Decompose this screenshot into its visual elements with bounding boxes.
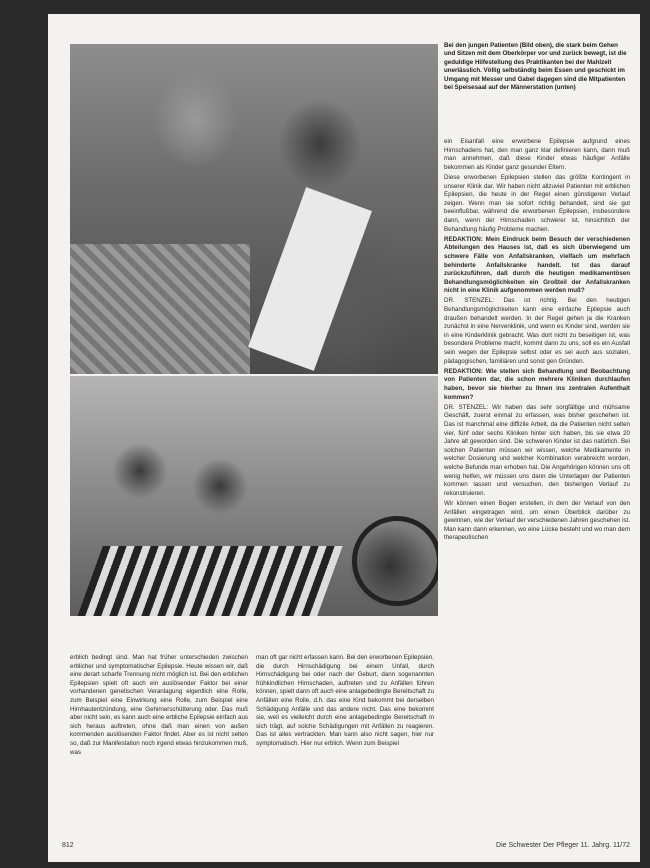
- paragraph-answer: DR. STENZEL: Wir haben das sehr sorgfältige und mühsame Geschäft, zuerst einmal zu erfassen, was bisher geschehen ist. Das ist manchmal eine diffizile Arbeit, da die Patienten nicht selten vier, fünf oder sechs Kliniken hinter sich haben, bis sie etwa 20 Jahre alt geworden sind. Die schweren Kinder ist das natürlich. Bei solchen Patienten müssen wir wissen, welche Medikamente in welcher Dosierung und welcher Kombination verabreicht worden, welche Befunde man erhoben hat. Die Angehörigen können uns oft wenig helfen, wir müssen uns dann die Unterlagen der Patienten kommen lassen und versuchen, den bisherigen Verlauf zu rekonstruieren.: [444, 403, 630, 497]
- publication-footer: Die Schwester Der Pfleger 11. Jahrg. 11/72: [496, 842, 630, 849]
- paragraph: Wir können einen Bogen erstellen, in dem der Verlauf von den Anfällen eingetragen wird, um einen Überblick darüber zu gewinnen, wie der Verlauf der verschiedenen Jahren geschehen ist. Man kann dann erkennen, wo eine Lücke besteht und wo man dem therapeutischen: [444, 499, 630, 542]
- paragraph: ein Eisanfall eine erworbene Epilepsie aufgrund eines Hirnschadens hat, den man ganz klar definieren kann, dann muß man annehmen, daß diese Kinder etwas häufiger Anfälle bekommen als Kinder ganz gesunder Eltern.: [444, 138, 630, 171]
- photo-table-detail: [70, 244, 250, 374]
- photo-wheelchair-detail: [352, 516, 438, 606]
- paragraph-question: REDAKTION: Wie stellen sich Behandlung und Beobachtung von Patienten dar, die schon mehrere Kliniken durchlaufen haben, bevor sie hierher zu Ihnen ins zentralen Aufenthalt kommen?: [444, 367, 630, 401]
- paragraph: man oft gar nicht erfassen kann. Bei den erworbenen Epilepsien, die durch Hirnschädigung bei einem Unfall, durch Hirnschädigung bei oder nach der Geburt, dann sogenannten frühkindlichen Hirnschaden, auftreten und zu Anfällen führen können, spielt dann oft auch eine anlagebedingte Bereitschaft zu Anfällen eine Rolle, d.h. das eine Kind bekommt bei derselben Schädigung Anfälle und das andere nicht. Das eine bekommt sie, weil es vielleicht durch eine anlagebedingte Bereitschaft in sich trägt, auf solche Schädigungen mit Anfällen zu reagieren. Das ist alles vertrackten. Man kann also nicht sagen, hier nur symptomatisch. Hier nur erblich. Wenn zum Beispiel: [256, 654, 434, 747]
- paragraph-answer: DR. STENZEL: Das ist richtig. Bei den heutigen Behandlungsmöglichkeiten kann eine einfache Epilepsie auch draußen behandelt werden. In der Regel gehen ja die Kranken zunächst in eine Nervenklinik, und wenn es Kinder sind, werden sie in eine Kinderklinik gebracht. Was dort nicht zu beseitigen ist, was besondere Probleme macht, kommt dann zu uns, soll es ein Ausfall sein wegen der Epilepsie selbst oder es sei auch aus sozialen, pädagogischen, familiären und sonst gen Gründen.: [444, 297, 630, 365]
- paragraph: erblich bedingt sind. Man hat früher unterschieden zwischen erblicher und symptomatischer Epilepsie. Heute wissen wir, daß eine derart scharfe Trennung nicht möglich ist. Bei den erblichen Epilepsien spielt oft auch ein auslösender Faktor bei einer vorhandenen genetischen Veranlagung eigentlich eine Rolle, zum Beispiel eine Einwirkung eine Rolle, zum Beispiel eine Hirnhautentzündung, eine Gehirnerschütterung oder. Das muß aber nicht sein, es kann auch eine erbliche Epilepsie einfach aus sich heraus auftreten, ohne daß man einen von außen kommenden auslösenden Faktor findet. Aber es ist nicht selten so, daß zur Manifestation noch irgend etwas hinzukommen muß, was: [70, 654, 248, 756]
- photo-caption: Bei den jungen Patienten (Bild oben), die stark beim Gehen und Sitzen mit dem Oberkörper vor und zurück bewegt, ist die geduldige Hilfestellung des Praktikanten bei der Mahlzeit unerlässlich. Völlig selbständig beim Essen und geschickt im Umgang mit Messer und Gabel dagegen sind die Mitpatienten bei Speisesaal auf der Männerstation (unten): [444, 42, 627, 92]
- paragraph-question: REDAKTION: Mein Eindruck beim Besuch der verschiedenen Abteilungen des Hauses ist, daß es sich überwiegend um schwere Fälle von Anfallskranken, vielfach um mehrfach behinderte Anfallskranke handelt. Ist das darauf zurückzuführen, daß durch die heutigen medikamentösen Behandlungsmöglichkeiten ein Großteil der Anfallskranken nicht in eine Klinik aufgenommen werden muß?: [444, 235, 630, 295]
- right-column-text: [444, 138, 630, 544]
- photo-dining-hall: [70, 376, 438, 616]
- page-number: 812: [62, 842, 74, 849]
- photo-patient-feeding: [70, 44, 438, 374]
- magazine-page: [48, 14, 640, 862]
- bottom-middle-column-text: [256, 654, 434, 750]
- photo-tablecloth-detail: [77, 546, 342, 616]
- bottom-left-column-text: [70, 654, 248, 759]
- paragraph: Diese erworbenen Epilepsien stellen das größte Kontingent in unserer Klinik dar. Wir haben nicht allzuviel Patienten mit erblichen Epilepsien, die heute in der Regel einen günstigeren Verlauf zeigen. Wenn man sie sofort richtig behandelt, sind sie gut beeinflußbar, während die erworbenen Epilepsien, insbesondere dann, wenn der Hirnschaden schwerer ist, hinsichtlich der Behandlung häufig Probleme machen.: [444, 173, 630, 233]
- photo-bib-detail: [248, 187, 372, 371]
